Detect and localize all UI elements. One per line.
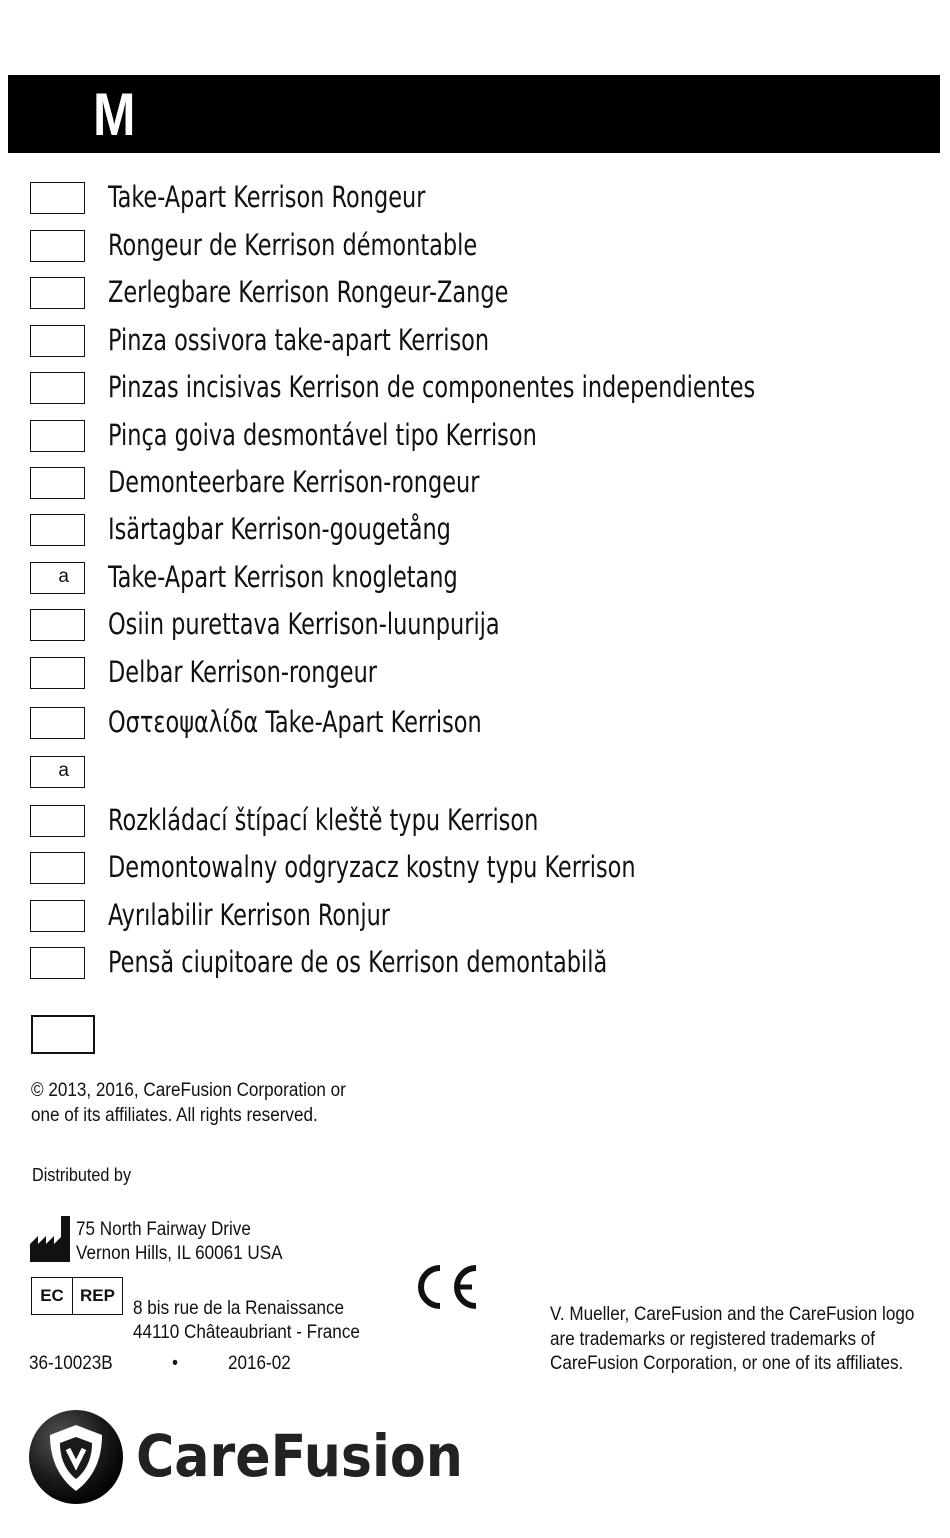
language-code-box (30, 852, 85, 884)
language-row (30, 756, 930, 792)
product-name-text: Delbar Kerrison-rongeur (108, 655, 378, 689)
language-row (30, 900, 930, 936)
ec-rep-symbol (31, 1277, 123, 1315)
language-row (30, 514, 930, 550)
language-code-box (30, 420, 85, 452)
language-row (30, 467, 930, 503)
product-name-text: Pinça goiva desmontável tipo Kerrison (108, 418, 537, 452)
language-code-box (30, 707, 85, 739)
language-code-box (30, 657, 85, 689)
language-row (30, 182, 930, 218)
language-code-box (30, 900, 85, 932)
language-code-box (30, 230, 85, 262)
language-row (30, 852, 930, 888)
distributed-by-label: Distributed by (32, 1165, 132, 1185)
trademark-line-2: are trademarks or registered trademarks of (550, 1329, 876, 1350)
manufacturer-address-line-2: Vernon Hills, IL 60061 USA (76, 1243, 283, 1264)
separator-bullet: • (172, 1353, 178, 1374)
language-code-box (30, 182, 85, 214)
product-name-text: Pinza ossivora take-apart Kerrison (108, 323, 490, 357)
product-name-text: Pensă ciupitoare de os Kerrison demontabilă (108, 945, 608, 979)
language-code-box (30, 609, 85, 641)
language-row (30, 609, 930, 645)
product-name-text: Osiin purettava Kerrison-luunpurija (108, 607, 500, 641)
language-code-box (30, 325, 85, 357)
language-row (30, 947, 930, 983)
language-row (30, 420, 930, 456)
factory-icon (30, 1216, 70, 1262)
rep-label: REP (80, 1286, 115, 1305)
trademark-line-1: V. Mueller, CareFusion and the CareFusion logo (550, 1304, 915, 1325)
header-bar (8, 75, 940, 153)
language-row (30, 277, 930, 313)
product-name-text: Οστεοψαλίδα Take-Apart Kerrison (108, 705, 482, 739)
copyright-line-1: © 2013, 2016, CareFusion Corporation or (31, 1080, 346, 1101)
product-name-text: Demontowalny odgryzacz kostny typu Kerrison (108, 850, 636, 884)
language-code-box (30, 277, 85, 309)
language-row (30, 230, 930, 266)
carefusion-logo-text: CareFusion (136, 1422, 463, 1490)
ec-rep-address-line-2: 44110 Châteaubriant - France (133, 1322, 360, 1343)
product-name-text: Rongeur de Kerrison démontable (108, 228, 478, 262)
language-row (30, 805, 930, 841)
language-row (30, 657, 930, 693)
copyright-line-2: one of its affiliates. All rights reserved. (31, 1105, 318, 1126)
product-name-text: Isärtagbar Kerrison-gougetång (108, 512, 451, 546)
language-code-box (30, 947, 85, 979)
product-name-text: Take-Apart Kerrison knogletang (108, 560, 458, 594)
product-name-text: Take-Apart Kerrison Rongeur (108, 180, 426, 214)
document-number: 36-10023B (29, 1353, 113, 1374)
ec-label: EC (32, 1278, 73, 1314)
product-name-text: Ayrılabilir Kerrison Ronjur (108, 898, 391, 932)
language-code-box: a (30, 562, 85, 594)
product-name-text: Demonteerbare Kerrison-rongeur (108, 465, 480, 499)
header-letter: M (93, 81, 136, 148)
document-date: 2016-02 (228, 1353, 291, 1374)
language-code-box (30, 467, 85, 499)
carefusion-shield-icon (28, 1409, 124, 1505)
language-code-box (30, 805, 85, 837)
language-code-box (30, 514, 85, 546)
language-code-box (30, 372, 85, 404)
manufacturer-address-line-1: 75 North Fairway Drive (76, 1219, 251, 1240)
trademark-line-3: CareFusion Corporation, or one of its affiliates. (550, 1353, 904, 1374)
language-row (30, 325, 930, 361)
ce-mark-icon (410, 1260, 480, 1314)
product-name-text: Pinzas incisivas Kerrison de componentes independientes (108, 370, 756, 404)
language-row (30, 372, 930, 408)
product-name-text: Zerlegbare Kerrison Rongeur-Zange (108, 275, 509, 309)
ec-rep-address-line-1: 8 bis rue de la Renaissance (133, 1298, 345, 1319)
blank-box (31, 1015, 95, 1054)
product-name-text: Rozkládací štípací kleště typu Kerrison (108, 803, 539, 837)
language-code-box: a (30, 756, 85, 788)
language-row (30, 707, 930, 743)
language-row (30, 562, 930, 598)
